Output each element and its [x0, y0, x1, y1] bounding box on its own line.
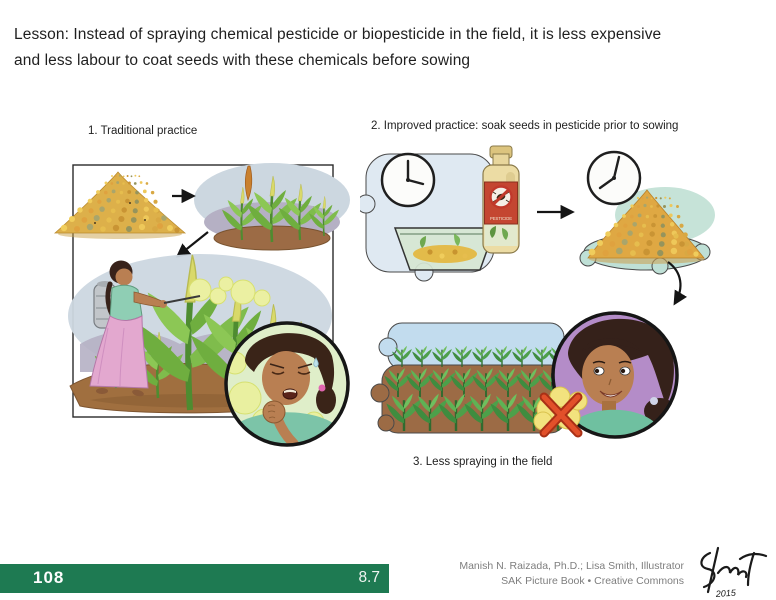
panel2-caption: 2. Improved practice: soak seeds in pesticide prior to sowing — [371, 120, 679, 132]
credits-line2: SAK Picture Book • Creative Commons — [501, 574, 684, 587]
soaking-basin — [395, 228, 495, 270]
lesson-text — [14, 22, 766, 74]
coughing-woman-inset — [224, 323, 348, 448]
panel3-caption: 3. Less spraying in the field — [413, 456, 553, 468]
clock-end-icon — [588, 152, 640, 204]
footer-bar — [0, 564, 389, 593]
panel1-caption: 1. Traditional practice — [88, 125, 198, 137]
no-bug-icon — [491, 187, 512, 208]
credits — [459, 559, 684, 588]
lesson-line1: Lesson: Instead of spraying chemical pesticide or biopesticide in the field, it is less expensive — [14, 26, 662, 43]
page-number: 108 — [33, 568, 65, 587]
illustrator-signature — [688, 545, 772, 600]
arrow-diagonal-icon — [178, 232, 208, 256]
bottle-label-text: PESTICIDE — [489, 216, 513, 221]
signature-year: 2015 — [715, 587, 737, 599]
sprouted-field-vignette — [194, 163, 350, 250]
panel-traditional-illustration — [50, 148, 358, 456]
panel-result-illustration — [368, 293, 713, 458]
section-number: 8.7 — [358, 569, 380, 586]
credits-line1: Manish N. Raizada, Ph.D.; Lisa Smith, Illustrator — [459, 560, 684, 572]
farmer-head — [116, 269, 133, 286]
clock-start-icon — [382, 154, 434, 206]
lesson-line2: and less labour to coat seeds with these chemicals before sowing — [14, 52, 471, 69]
seed-pile — [55, 172, 185, 239]
